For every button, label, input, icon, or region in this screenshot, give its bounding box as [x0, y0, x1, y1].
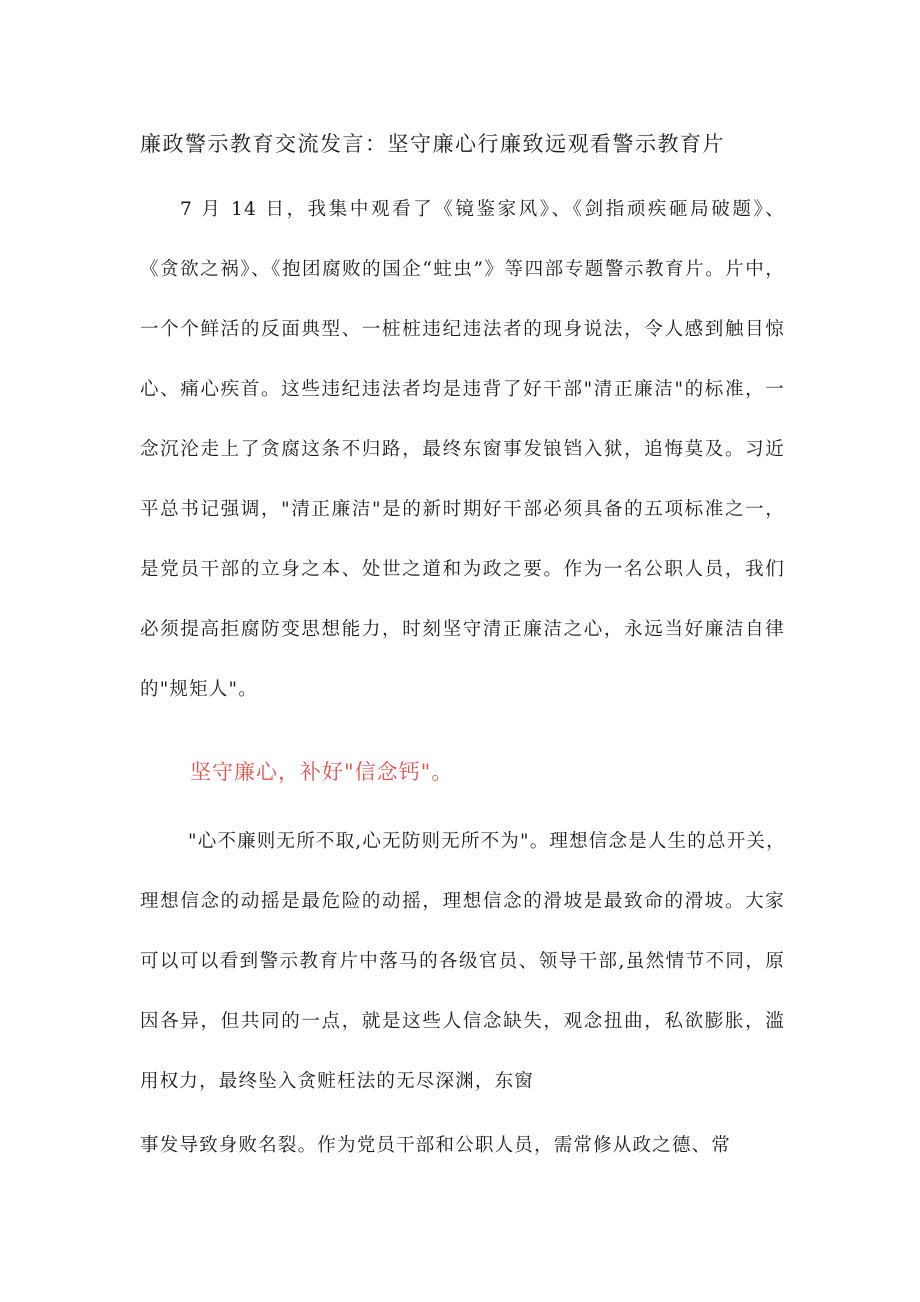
document-title: 廉政警示教育交流发言：坚守廉心行廉致远观看警示教育片: [140, 132, 725, 156]
paragraph-line: 7 月 14 日，我集中观看了《镜鉴家风》、《剑指顽疾砸局破题》、: [180, 199, 785, 220]
paragraph-belief: [140, 812, 785, 1112]
paragraph-line: 念沉沦走上了贪腐这条不归路，最终东窗事发锒铛入狱，追悔莫及。习近: [140, 439, 785, 460]
paragraph-line: 可以可以看到警示教育片中落马的各级官员、领导干部,虽然情节不同，原: [140, 951, 785, 972]
paragraph-line: 事发导致身败名裂。作为党员干部和公职人员，需常修从政之德、常: [140, 1135, 732, 1156]
paragraph-line: 《贪欲之祸》、《抱团腐败的国企“蛀虫”》等四部专题警示教育片。片中，: [140, 259, 785, 280]
paragraph-line: 心、痛心疾首。这些违纪违法者均是违背了好干部"清正廉洁"的标准，一: [140, 379, 785, 400]
paragraph-intro: [140, 180, 785, 720]
paragraph-line: 理想信念的动摇是最危险的动摇，理想信念的滑坡是最致命的滑坡。大家: [140, 891, 785, 912]
paragraph-line: 用权力，最终坠入贪赃枉法的无尽深渊，东窗: [140, 1071, 535, 1092]
paragraph-continued: [140, 1116, 785, 1176]
paragraph-line: 因各异，但共同的一点，就是这些人信念缺失，观念扭曲，私欲膨胀，滥: [140, 1011, 785, 1032]
paragraph-line: 必须提高拒腐防变思想能力，时刻坚守清正廉洁之心，永远当好廉洁自律: [140, 619, 785, 640]
paragraph-line: 一个个鲜活的反面典型、一桩桩违纪违法者的现身说法，令人感到触目惊: [140, 319, 785, 340]
paragraph-line: 的"规矩人"。: [140, 679, 258, 700]
paragraph-line: 平总书记强调，"清正廉洁"是的新时期好干部必须具备的五项标准之一，: [140, 499, 785, 520]
paragraph-line: 是党员干部的立身之本、处世之道和为政之要。作为一名公职人员，我们: [140, 559, 785, 580]
section-heading: 坚守廉心，补好"信念钙"。: [190, 760, 454, 784]
paragraph-line: "心不廉则无所不取,心无防则无所不为"。理想信念是人生的总开关，: [188, 831, 786, 852]
